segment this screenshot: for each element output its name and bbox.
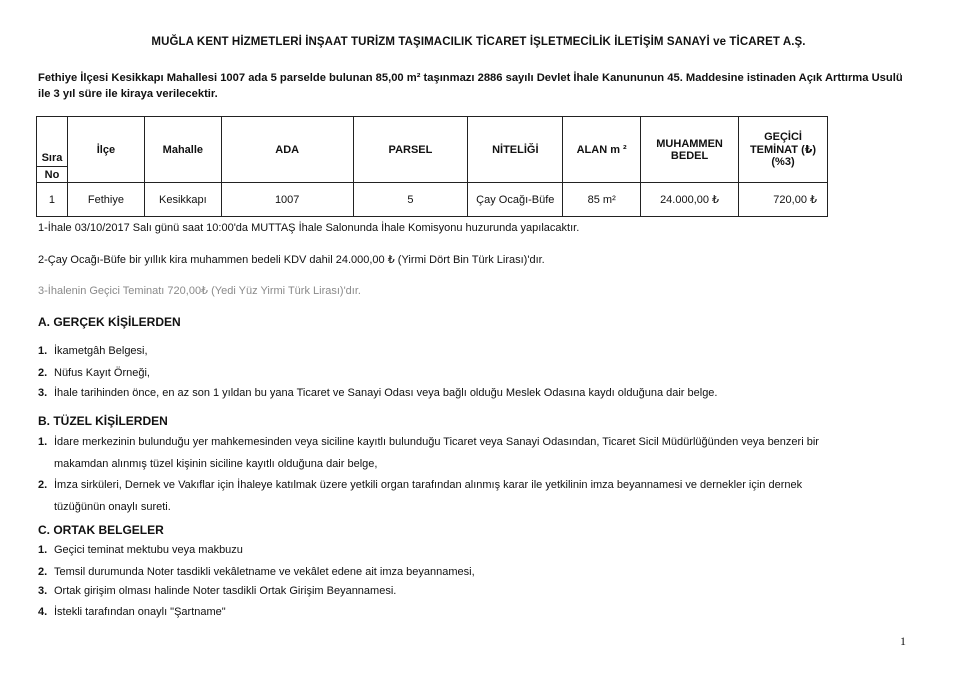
header-sira: Sıra [37,117,68,167]
list-item: 2. Temsil durumunda Noter tasdikli vekâletname ve vekâlet edene ait imza beyannamesi, [38,566,475,578]
section-a-title: A. GERÇEK KİŞİLERDEN [38,315,181,329]
list-item: 3. Ortak girişim olması halinde Noter tasdikli Ortak Girişim Beyannamesi. [38,585,397,597]
list-item-continuation: tüzüğünün onaylı sureti. [54,501,171,513]
company-title: MUĞLA KENT HİZMETLERİ İNŞAAT TURİZM TAŞIMACILIK TİCARET İŞLETMECİLİK İLETİŞİM SANAYİ ve TİCARET A.Ş. [151,36,806,48]
list-item: 2. İmza sirküleri, Dernek ve Vakıflar için İhaleye katılmak üzere yetkili organ tarafından alınmış karar ile yetkilinin imza beyannamesi ve dernekler için dernek [38,479,803,491]
list-item: 3. İhale tarihinden önce, en az son 1 yıldan bu yana Ticaret ve Sanayi Odası veya bağlı olduğu Meslek Odasına kaydı olduğuna dair belge. [38,387,718,399]
note-3: 3-İhalenin Geçici Teminatı 720,00₺ (Yedi Yüz Yirmi Türk Lirası)'dır. [38,285,361,297]
section-c-title: C. ORTAK BELGELER [38,523,164,537]
list-item: 1. İdare merkezinin bulunduğu yer mahkemesinden veya siciline kayıtlı bulunduğu Ticaret veya Sanayi Odasından, Ticaret Sicil Müdürlüğünden veya benzeri bir [38,436,819,448]
cell-ada: 1007 [221,183,353,217]
note-2: 2-Çay Ocağı-Büfe bir yıllık kira muhammen bedeli KDV dahil 24.000,00 ₺ (Yirmi Dört Bin Türk Lirası)'dır. [38,254,545,266]
cell-alan: 85 m² [563,183,641,217]
table-row [37,183,828,217]
lot-table [36,116,828,217]
intro-paragraph: Fethiye İlçesi Kesikkapı Mahallesi 1007 ada 5 parselde bulunan 85,00 m² taşınmazı 2886 sayılı Devlet İhale Kanununun 45. Maddesine istinaden Açık Arttırma Usulü ile 3 yıl süre ile kiraya verilecektir. [38,72,903,100]
cell-muhammen: 24.000,00 ₺ [641,183,739,217]
list-item: 4. İstekli tarafından onaylı "Şartname" [38,606,226,618]
list-item-continuation: makamdan alınmış tüzel kişinin siciline kayıtlı olduğuna dair belge, [54,458,378,470]
header-parsel: PARSEL [353,117,468,183]
header-ada: ADA [221,117,353,183]
cell-ilce: Fethiye [67,183,144,217]
section-b-title: B. TÜZEL KİŞİLERDEN [38,414,168,428]
note-1: 1-İhale 03/10/2017 Salı günü saat 10:00'da MUTTAŞ İhale Salonunda İhale Komisyonu huzurunda yapılacaktır. [38,222,580,234]
header-muhammen: MUHAMMEN BEDEL [641,117,739,183]
header-niteligi: NİTELİĞİ [468,117,563,183]
list-item: 2. Nüfus Kayıt Örneği, [38,367,150,379]
list-item: 1. Geçici teminat mektubu veya makbuzu [38,544,243,556]
cell-mahalle: Kesikkapı [144,183,221,217]
cell-niteligi: Çay Ocağı-Büfe [468,183,563,217]
header-ilce: İlçe [67,117,144,183]
header-alan: ALAN m ² [563,117,641,183]
cell-parsel: 5 [353,183,468,217]
list-item: 1. İkametgâh Belgesi, [38,345,148,357]
cell-sira: 1 [37,183,68,217]
header-no: No [37,167,68,183]
header-mahalle: Mahalle [144,117,221,183]
cell-teminat: 720,00 ₺ [739,183,828,217]
header-teminat: GEÇİCİ TEMİNAT (₺)(%3) [739,117,828,183]
page-number: 1 [900,634,906,648]
